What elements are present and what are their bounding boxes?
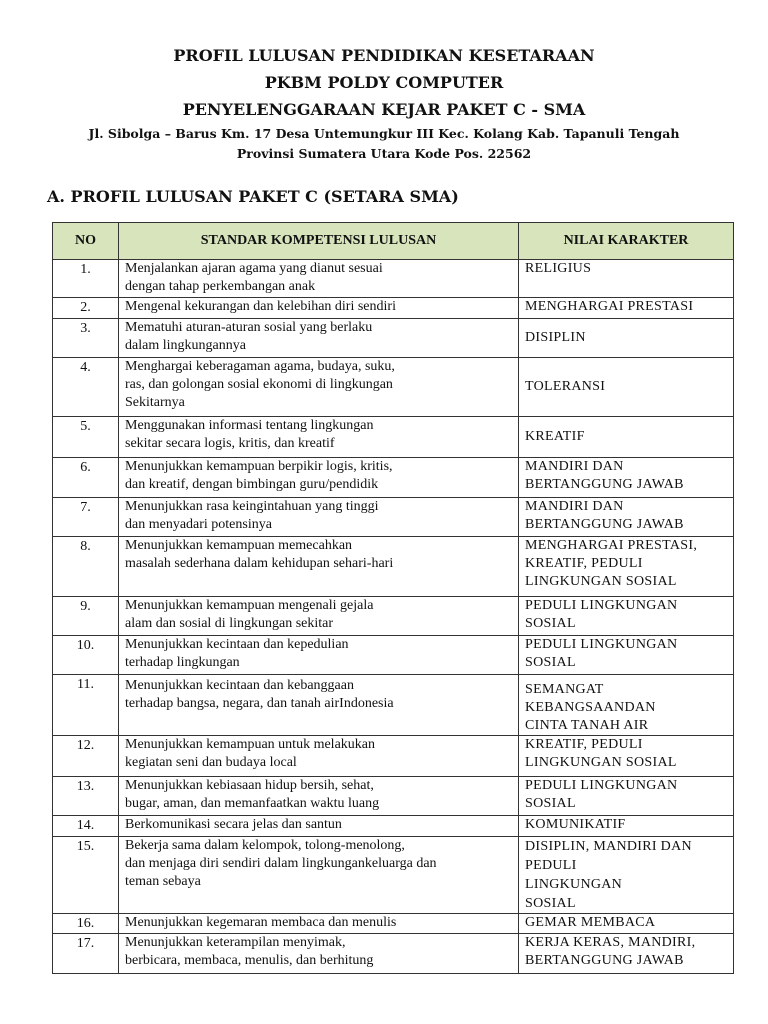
row-number: 2.: [53, 298, 119, 319]
section-title: A. PROFIL LULUSAN PAKET C (SETARA SMA): [47, 187, 459, 206]
character-value-line: KERJA KERAS, MANDIRI,: [525, 935, 696, 950]
character-value-line: MANDIRI DAN: [525, 499, 624, 514]
row-number: 5.: [53, 417, 119, 458]
character-value: [519, 837, 734, 914]
character-value-line: KEBANGSAANDAN: [525, 699, 656, 715]
competency-standard: [119, 417, 519, 458]
character-value: [519, 597, 734, 636]
competency-standard: [119, 597, 519, 636]
character-value: [519, 934, 734, 974]
character-value-line: LINGKUNGAN SOSIAL: [525, 574, 677, 589]
table-body: [53, 260, 734, 974]
character-value-line: KREATIF, PEDULI: [525, 556, 643, 571]
competency-text-line: Menunjukkan kecintaan dan kebanggaan: [125, 678, 354, 693]
table-row: [53, 675, 734, 736]
table-row: [53, 417, 734, 458]
competency-text-line: terhadap lingkungan: [125, 655, 240, 670]
competency-text-line: Menunjukkan kegemaran membaca dan menulis: [125, 915, 397, 930]
competency-text-line: Bekerja sama dalam kelompok, tolong-menolong,: [125, 838, 405, 853]
character-value-line: BERTANGGUNG JAWAB: [525, 477, 684, 492]
character-value: [519, 675, 734, 736]
character-value-line: PEDULI LINGKUNGAN: [525, 778, 678, 793]
row-number: 6.: [53, 458, 119, 498]
character-value: [519, 777, 734, 816]
row-number: 14.: [53, 816, 119, 837]
competency-standard: [119, 498, 519, 537]
character-value-line: DISIPLIN: [525, 330, 586, 345]
competency-standard: [119, 675, 519, 736]
row-number: 3.: [53, 319, 119, 358]
competency-standard: [119, 298, 519, 319]
competency-text-line: Menghargai keberagaman agama, budaya, suku,: [125, 359, 395, 374]
competency-text-line: Menunjukkan keterampilan menyimak,: [125, 935, 346, 950]
table-row: [53, 736, 734, 777]
character-value: [519, 498, 734, 537]
competency-text-line: Menunjukkan rasa keingintahuan yang tinggi: [125, 499, 379, 514]
competency-text-line: Menjalankan ajaran agama yang dianut sesuai: [125, 261, 383, 276]
competency-text-line: dan menjaga diri sendiri dalam lingkungankeluarga dan: [125, 856, 437, 871]
competency-text-line: Berkomunikasi secara jelas dan santun: [125, 817, 342, 832]
character-value-line: SOSIAL: [525, 655, 576, 670]
character-value-line: KOMUNIKATIF: [525, 817, 626, 832]
row-number: 8.: [53, 537, 119, 597]
table-row: [53, 298, 734, 319]
competency-standard: [119, 816, 519, 837]
competency-standard: [119, 914, 519, 934]
competency-text-line: Mematuhi aturan-aturan sosial yang berlaku: [125, 320, 373, 335]
character-value-line: PEDULI LINGKUNGAN: [525, 637, 678, 652]
table-row: [53, 816, 734, 837]
competency-text-line: bugar, aman, dan memanfaatkan waktu luang: [125, 796, 380, 811]
table-header-row: [53, 223, 734, 260]
competency-text-line: kegiatan seni dan budaya local: [125, 755, 297, 770]
character-value: [519, 537, 734, 597]
competency-text-line: Menunjukkan kemampuan mengenali gejala: [125, 598, 374, 613]
header-standard: STANDAR KOMPETENSI LULUSAN: [119, 223, 519, 260]
character-value: [519, 358, 734, 417]
competency-text-line: terhadap bangsa, negara, dan tanah airIndonesia: [125, 696, 394, 711]
character-value-line: KREATIF, PEDULI: [525, 737, 643, 752]
table-row: [53, 498, 734, 537]
character-value-line: TOLERANSI: [525, 379, 606, 394]
competency-text-line: dan menyadari potensinya: [125, 517, 272, 532]
competency-standard: [119, 837, 519, 914]
row-number: 15.: [53, 837, 119, 914]
table-row: [53, 597, 734, 636]
character-value: [519, 736, 734, 777]
competency-text-line: Mengenal kekurangan dan kelebihan diri sendiri: [125, 299, 396, 314]
competency-text-line: alam dan sosial di lingkungan sekitar: [125, 616, 334, 631]
competency-standard: [119, 777, 519, 816]
character-value-line: RELIGIUS: [525, 261, 592, 276]
competency-text-line: teman sebaya: [125, 874, 201, 889]
character-value-line: MANDIRI DAN: [525, 459, 624, 474]
table-row: [53, 914, 734, 934]
character-value-line: LINGKUNGAN: [525, 877, 623, 892]
character-value: [519, 458, 734, 498]
character-value: [519, 636, 734, 675]
character-value-line: SOSIAL: [525, 796, 576, 811]
row-number: 7.: [53, 498, 119, 537]
character-value-line: PEDULI LINGKUNGAN: [525, 598, 678, 613]
character-value: [519, 914, 734, 934]
character-value-line: MENGHARGAI PRESTASI: [525, 299, 694, 314]
table-row: [53, 537, 734, 597]
character-value-line: CINTA TANAH AIR: [525, 717, 649, 733]
character-value: [519, 260, 734, 298]
character-value-line: SOSIAL: [525, 616, 576, 631]
header-no: NO: [53, 223, 119, 260]
character-value-line: SOSIAL: [525, 896, 576, 911]
character-value-line: LINGKUNGAN SOSIAL: [525, 755, 677, 770]
row-number: 10.: [53, 636, 119, 675]
character-value-line: BERTANGGUNG JAWAB: [525, 517, 684, 532]
table-row: [53, 777, 734, 816]
character-value-line: SEMANGAT: [525, 681, 604, 697]
competency-standard: [119, 636, 519, 675]
character-value-line: KREATIF: [525, 429, 585, 444]
row-number: 12.: [53, 736, 119, 777]
competency-text-line: sekitar secara logis, kritis, dan kreatif: [125, 436, 335, 451]
competency-text-line: ras, dan golongan sosial ekonomi di lingkungan: [125, 377, 393, 392]
competency-standard: [119, 458, 519, 498]
competency-text-line: Menunjukkan kemampuan untuk melakukan: [125, 737, 375, 752]
header-character-value: NILAI KARAKTER: [519, 223, 734, 260]
competency-text-line: Menggunakan informasi tentang lingkungan: [125, 418, 374, 433]
competency-text-line: dengan tahap perkembangan anak: [125, 279, 316, 294]
character-value: [519, 417, 734, 458]
competency-text-line: Menunjukkan kemampuan berpikir logis, kritis,: [125, 459, 393, 474]
table-row: [53, 636, 734, 675]
row-number: 1.: [53, 260, 119, 298]
document-title-line1: PROFIL LULUSAN PENDIDIKAN KESETARAAN: [173, 46, 595, 65]
character-value: [519, 319, 734, 358]
competency-standard: [119, 319, 519, 358]
table-row: [53, 358, 734, 417]
competency-text-line: Menunjukkan kebiasaan hidup bersih, sehat,: [125, 778, 374, 793]
institution-name: PKBM POLDY COMPUTER: [264, 73, 504, 92]
character-value: [519, 816, 734, 837]
competency-standard: [119, 934, 519, 974]
table-row: [53, 837, 734, 914]
competency-text-line: dalam lingkungannya: [125, 338, 246, 353]
table-row: [53, 319, 734, 358]
character-value-line: PEDULI: [525, 858, 577, 873]
character-value-line: BERTANGGUNG JAWAB: [525, 953, 684, 968]
character-value-line: MENGHARGAI PRESTASI,: [525, 538, 698, 553]
row-number: 11.: [53, 675, 119, 736]
competency-standard: [119, 260, 519, 298]
competency-standard: [119, 736, 519, 777]
address-line1: Jl. Sibolga – Barus Km. 17 Desa Untemungkur III Kec. Kolang Kab. Tapanuli Tengah: [88, 126, 680, 141]
row-number: 4.: [53, 358, 119, 417]
row-number: 9.: [53, 597, 119, 636]
table-row: [53, 458, 734, 498]
row-number: 17.: [53, 934, 119, 974]
competency-text-line: Menunjukkan kemampuan memecahkan: [125, 538, 353, 553]
table-row: [53, 260, 734, 298]
graduate-profile-table: [52, 222, 734, 974]
competency-text-line: Sekitarnya: [125, 395, 185, 410]
competency-standard: [119, 537, 519, 597]
competency-text-line: Menunjukkan kecintaan dan kepedulian: [125, 637, 349, 652]
character-value: [519, 298, 734, 319]
program-name: PENYELENGGARAAN KEJAR PAKET C - SMA: [182, 100, 586, 119]
competency-text-line: berbicara, membaca, menulis, dan berhitung: [125, 953, 374, 968]
table-row: [53, 934, 734, 974]
competency-standard: [119, 358, 519, 417]
competency-text-line: masalah sederhana dalam kehidupan sehari-hari: [125, 556, 394, 571]
competency-text-line: dan kreatif, dengan bimbingan guru/pendidik: [125, 477, 379, 492]
character-value-line: GEMAR MEMBACA: [525, 915, 656, 930]
character-value-line: DISIPLIN, MANDIRI DAN: [525, 839, 692, 854]
address-line2: Provinsi Sumatera Utara Kode Pos. 22562: [236, 146, 532, 161]
row-number: 16.: [53, 914, 119, 934]
row-number: 13.: [53, 777, 119, 816]
